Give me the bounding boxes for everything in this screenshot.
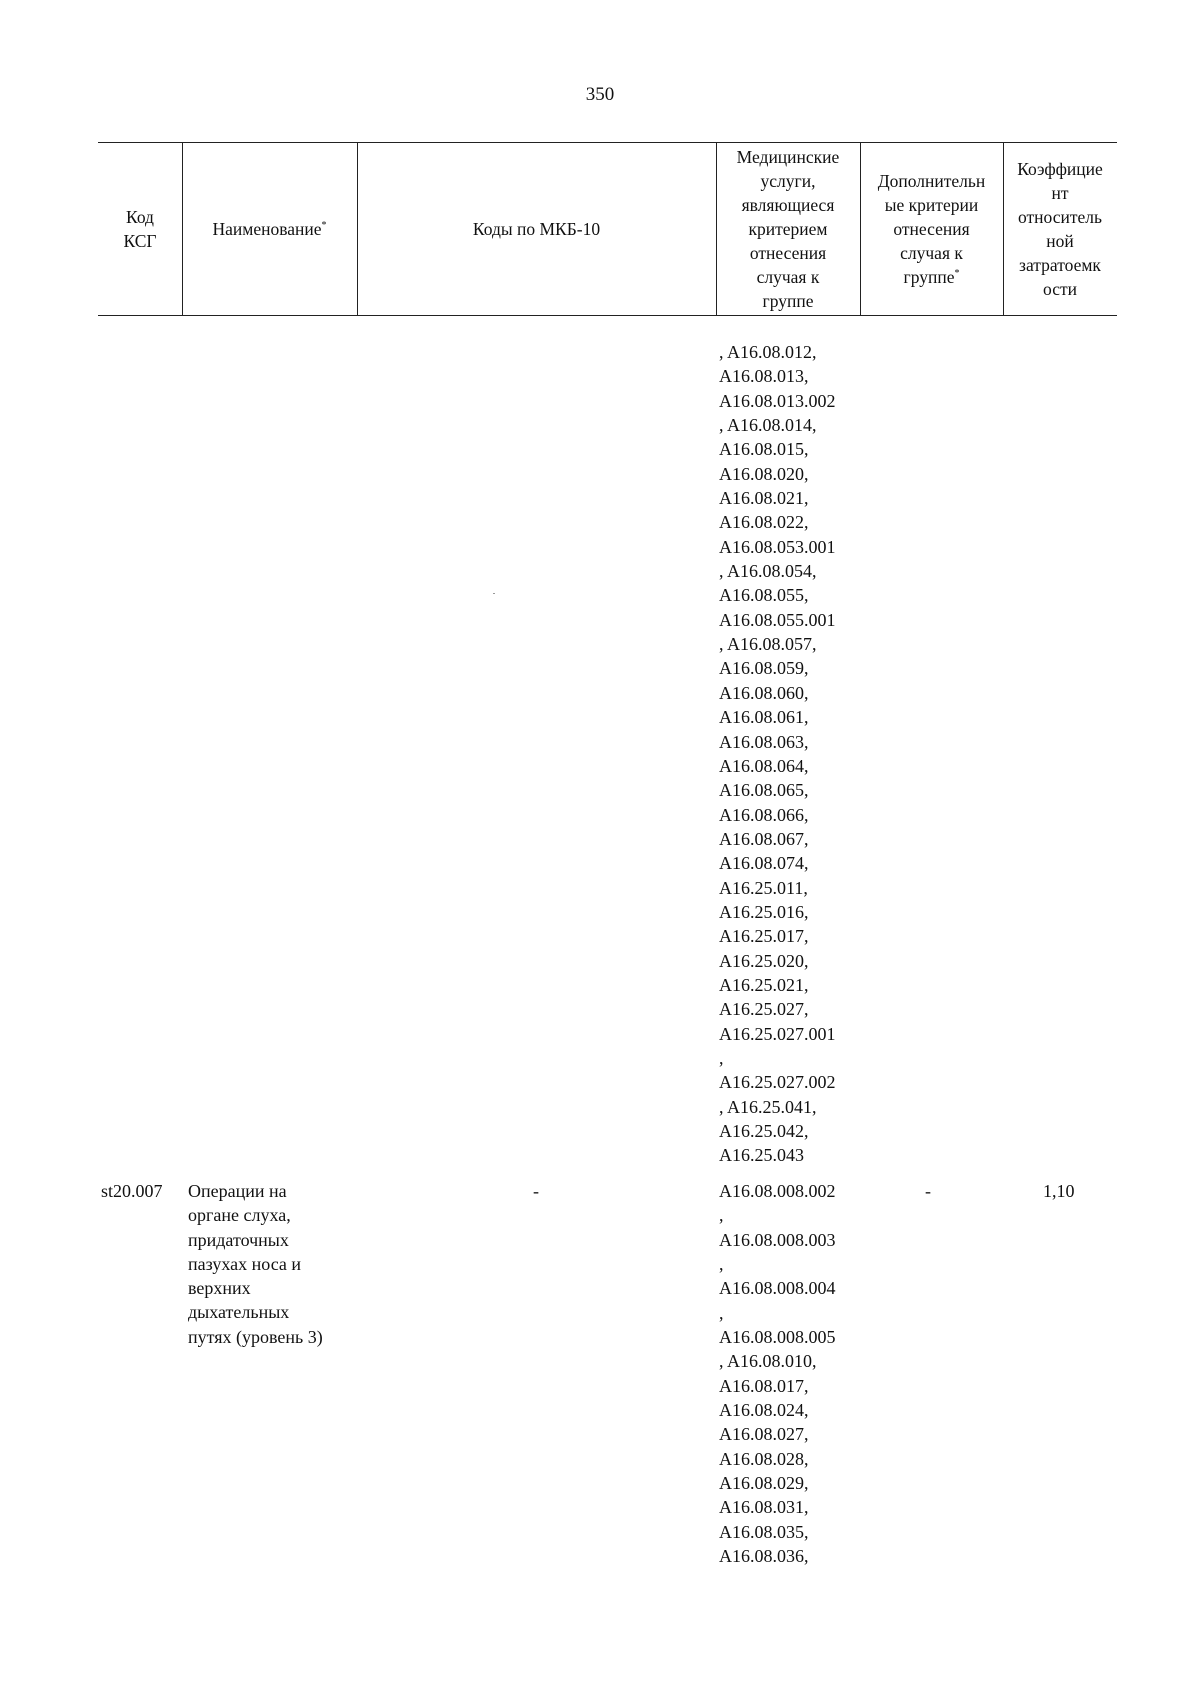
table-header — [98, 142, 1117, 316]
service-code-line: A16.08.063, — [719, 731, 809, 752]
service-code-line: A16.08.067, — [719, 828, 809, 849]
service-code-line: A16.08.065, — [719, 780, 809, 801]
service-code-line: A16.25.017, — [719, 926, 809, 947]
header-code — [98, 143, 182, 315]
service-code-line: A16.08.008.003 — [719, 1229, 836, 1250]
header-name-label: Наименование — [212, 219, 322, 239]
row-name-line: придаточных — [188, 1229, 289, 1250]
header-icd-text: Коды по МКБ-10 — [472, 219, 601, 239]
service-code-line: A16.08.022, — [719, 512, 809, 533]
service-code-line: A16.08.055.001 — [719, 609, 836, 630]
service-code-line: A16.08.024, — [719, 1400, 809, 1421]
service-code-line: A16.08.027, — [719, 1424, 809, 1445]
service-code-line: A16.08.015, — [719, 439, 809, 460]
service-code-line: , A16.08.054, — [719, 561, 817, 582]
footnote-mark: * — [321, 220, 327, 232]
service-code-line: A16.08.008.002 — [719, 1181, 836, 1201]
service-code-line: A16.08.035, — [719, 1521, 809, 1542]
service-code-line: , A16.08.057, — [719, 634, 817, 655]
row-name-line: органе слуха, — [188, 1205, 291, 1226]
service-code-line: , A16.08.014, — [719, 415, 817, 436]
service-code-line: A16.08.060, — [719, 682, 809, 703]
service-code-line: A16.25.027.002 — [719, 1072, 836, 1093]
service-code-line: A16.25.027, — [719, 999, 809, 1020]
service-code-line: , — [719, 1254, 724, 1275]
service-code-line: A16.08.017, — [719, 1375, 809, 1396]
header-extra-text — [878, 169, 986, 289]
row-name-line: путях (уровень 3) — [188, 1326, 323, 1347]
service-code-line: A16.08.074, — [719, 853, 809, 874]
page-number: 350 — [585, 84, 615, 105]
header-name-text — [212, 217, 326, 241]
service-code-line: A16.08.008.004 — [719, 1278, 836, 1299]
service-code-line: A16.08.013, — [719, 366, 809, 387]
header-coef-text: Коэффицие нт относитель ной затратоемк ости — [1017, 159, 1103, 299]
service-code-line: A16.25.020, — [719, 950, 809, 971]
row-name-line: дыхательных — [188, 1302, 290, 1323]
header-coef — [1003, 143, 1117, 315]
scan-speck — [493, 593, 495, 594]
service-code-line: A16.08.028, — [719, 1448, 809, 1469]
service-code-line: A16.25.011, — [719, 877, 808, 898]
row-name-line: пазухах носа и — [188, 1253, 302, 1274]
service-code-line: A16.08.013.002 — [719, 390, 836, 411]
row-name-line: верхних — [188, 1278, 251, 1299]
row-code: st20.007 — [101, 1181, 163, 1201]
service-code-line: A16.25.043 — [719, 1145, 804, 1166]
service-code-line: A16.08.066, — [719, 804, 809, 825]
service-code-line: A16.25.042, — [719, 1121, 809, 1141]
continued-service-codes — [719, 340, 836, 1168]
row-extra: - — [925, 1181, 931, 1201]
service-code-line: A16.08.055, — [719, 585, 809, 606]
service-code-line: A16.08.020, — [719, 463, 809, 484]
service-code-line: A16.25.016, — [719, 901, 809, 922]
header-extra-label: Дополнительн ые критерии отнесения случая к группе — [877, 171, 986, 287]
service-code-line: , — [719, 1205, 724, 1226]
service-code-line: A16.08.061, — [719, 707, 809, 728]
row-name — [188, 1179, 323, 1349]
service-code-line: , — [719, 1047, 724, 1068]
header-name — [182, 143, 357, 315]
service-code-line: A16.25.021, — [719, 974, 809, 995]
service-code-line: , — [719, 1302, 724, 1323]
service-code-line: , A16.08.010, — [719, 1351, 817, 1372]
header-services — [716, 143, 860, 315]
service-code-line: A16.08.008.005 — [719, 1327, 836, 1348]
service-code-line: , A16.08.012, — [719, 342, 817, 362]
service-code-line: A16.08.064, — [719, 755, 809, 776]
footnote-mark: * — [954, 268, 960, 280]
service-code-line: A16.08.053.001 — [719, 536, 836, 557]
service-code-line: A16.25.027.001 — [719, 1023, 836, 1044]
row-icd: - — [533, 1181, 539, 1201]
header-services-text: Медицинские услуги, являющиеся критерием отнесения случая к группе — [736, 147, 840, 311]
service-code-line: A16.08.029, — [719, 1473, 809, 1494]
row-service-codes — [719, 1179, 836, 1569]
service-code-line: , A16.25.041, — [719, 1096, 817, 1117]
service-code-line: A16.08.031, — [719, 1497, 809, 1518]
row-coef: 1,10 — [1043, 1181, 1075, 1201]
header-code-text: Код КСГ — [123, 207, 157, 251]
header-extra — [860, 143, 1003, 315]
header-icd — [357, 143, 716, 315]
service-code-line: A16.08.059, — [719, 658, 809, 679]
service-code-line: A16.08.021, — [719, 488, 809, 509]
row-name-line: Операции на — [188, 1181, 287, 1201]
service-code-line: A16.08.036, — [719, 1546, 809, 1567]
